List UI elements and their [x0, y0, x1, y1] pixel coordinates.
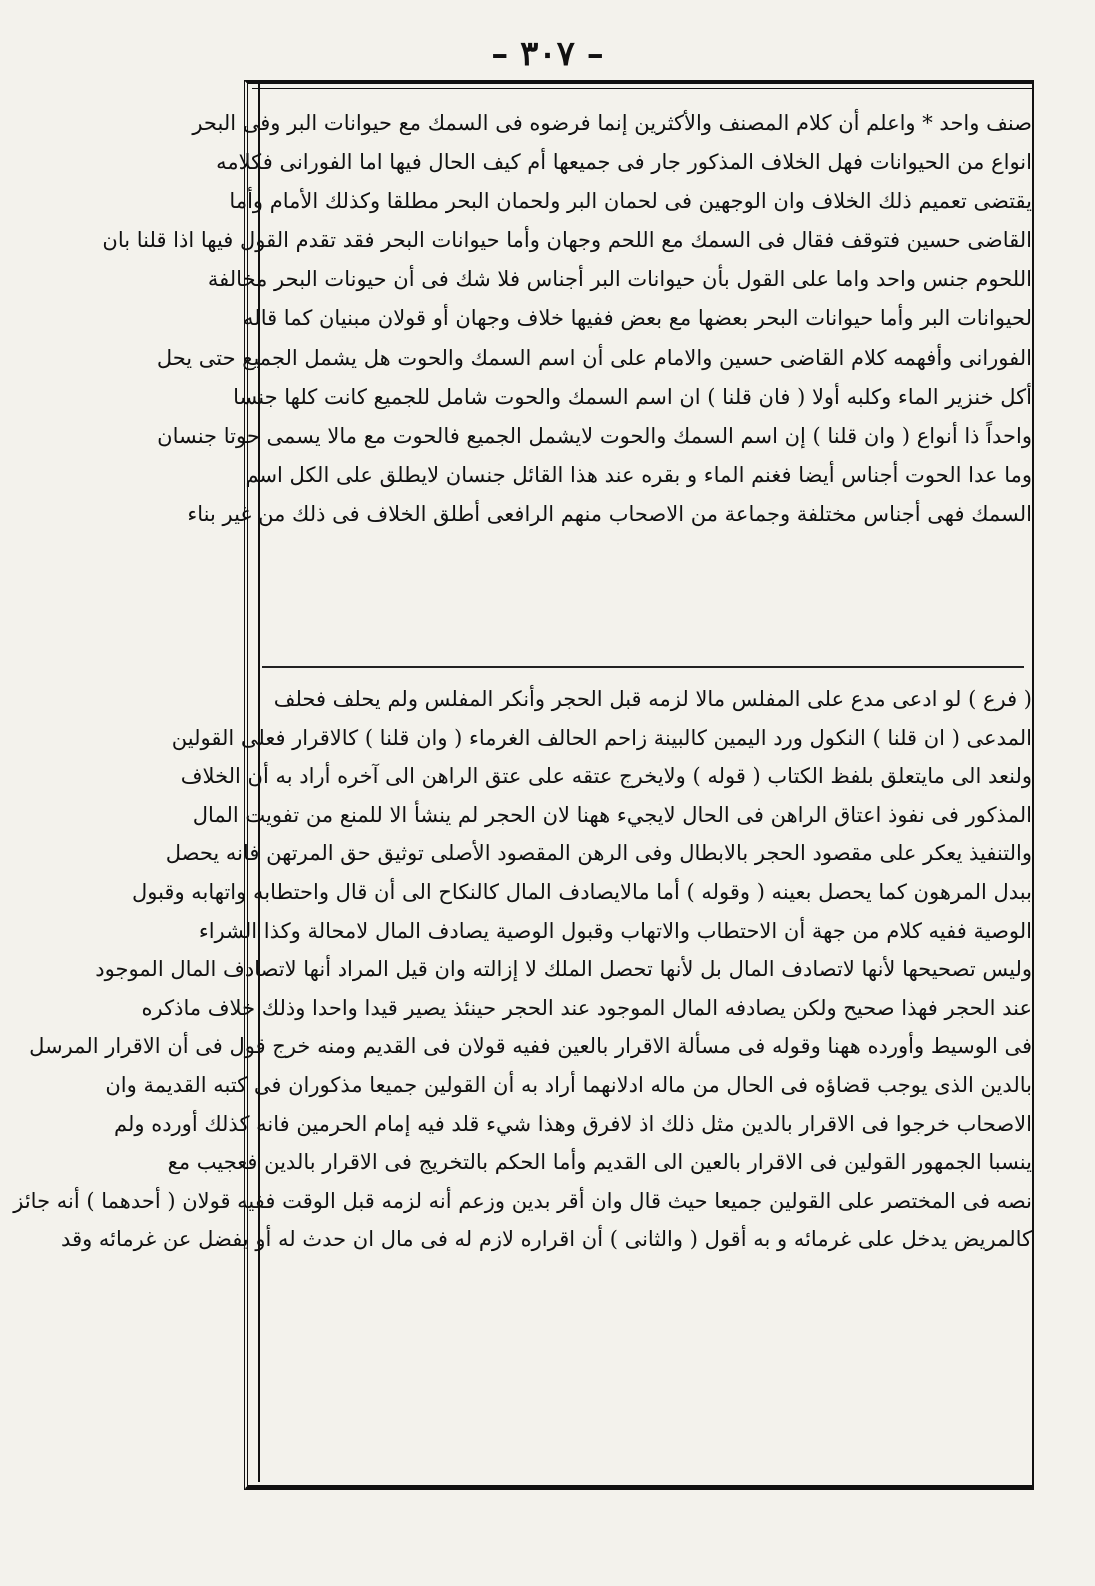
- text-line: والتنفيذ يعكر على مقصود الحجر بالابطال وفى الرهن المقصود الأصلى توثيق حق المرتهن فانه يحصل: [165, 841, 1032, 866]
- text-line: نصه فى المختصر على القولين جميعا حيث قال وان أقر بدين وزعم أنه لزمه قبل الوقت ففيه قولان ( أحدهما ) أنه جائز: [13, 1188, 1032, 1213]
- text-line: ( فرع ) لو ادعى مدع على المفلس مالا لزمه قبل الحجر وأنكر المفلس ولم يحلف فحلف: [273, 687, 1032, 711]
- text-line: المدعى ( ان قلنا ) النكول ورد اليمين كالبينة زاحم الحالف الغرماء ( وان قلنا ) كالاقرار فعلى القولين: [171, 725, 1032, 750]
- frame-top-rule: [252, 88, 1032, 89]
- text-line: الفورانى وأفهمه كلام القاضى حسين والامام على أن اسم السمك والحوت هل يشمل الجميع حتى يحل: [156, 345, 1032, 370]
- text-line: السمك فهى أجناس مختلفة وجماعة من الاصحاب منهم الرافعى أطلق الخلاف فى ذلك من غير بناء: [187, 501, 1032, 526]
- text-line: كالمريض يدخل على غرمائه و به أقول ( والثانى ) أن اقراره لازم له فى مال ان حدث له أو يفضل عن غرمائه وقد: [61, 1227, 1032, 1252]
- text-line: ينسبا الجمهور القولين فى الاقرار بالعين الى القديم وأما الحكم بالتخريج فى الاقرار بالدين فعجيب مع: [167, 1150, 1032, 1175]
- text-line: المذكور فى نفوذ اعتاق الراهن فى الحال لايجيء ههنا لان الحجر لم ينشأ الا للمنع من تفويت المال: [192, 802, 1032, 827]
- text-line: القاضى حسين فتوقف فقال فى السمك مع اللحم وجهان وأما حيوانات البحر فقد تقدم القول فيها اذا قلنا بان: [102, 228, 1032, 253]
- text-line: يقتضى تعميم ذلك الخلاف وان الوجهين فى لحمان البر ولحمان البحر مطلقا وكذلك الأمام وأما: [229, 189, 1032, 214]
- section-divider: [262, 666, 1024, 668]
- upper-text-block: [102, 104, 1032, 534]
- text-line: فى الوسيط وأورده ههنا وقوله فى مسألة الاقرار بالعين ففيه قولان فى القديم ومنه خرج قول فى أن الاقرار المرسل: [29, 1034, 1032, 1059]
- text-line: ببدل المرهون كما يحصل بعينه ( وقوله ) أما مالايصادف المال كالنكاح الى أن قال واحتطابه واتهابه وقبول: [131, 879, 1032, 904]
- text-line: الوصية ففيه كلام من جهة أن الاحتطاب والاتهاب وقبول الوصية يصادف المال لامحالة وكذا الشراء: [198, 918, 1032, 943]
- text-line: أكل خنزير الماء وكلبه أولا ( فان قلنا ) ان اسم السمك والحوت شامل للجميع كانت كلها جنسا: [233, 384, 1032, 409]
- text-line: انواع من الحيوانات فهل الخلاف المذكور جار فى جميعها أم كيف الحال فيها اما الفورانى فكلامه: [216, 150, 1032, 175]
- text-line: اللحوم جنس واحد واما على القول بأن حيوانات البر أجناس فلا شك فى أن حيونات البحر مخالفة: [207, 267, 1032, 292]
- text-line: الاصحاب خرجوا فى الاقرار بالدين مثل ذلك اذ لافرق وهذا شيء قلد فيه إمام الحرمين فانه كذلك أورده ولم: [114, 1111, 1032, 1136]
- text-line: ولنعد الى مايتعلق بلفظ الكتاب ( قوله ) ولايخرج عتقه على عتق الراهن الى آخره أراد به أن الخلاف: [180, 764, 1032, 789]
- text-line: وليس تصحيحها لأنها لاتصادف المال بل لأنها تحصل الملك لا إزالته وان قيل المراد أنها لاتصادف المال الموجود: [95, 957, 1032, 982]
- page-number: – ٣٠٧ –: [491, 34, 604, 74]
- text-line: واحداً ذا أنواع ( وان قلنا ) إن اسم السمك والحوت لايشمل الجميع فالحوت مع مالا يسمى حوتا جنسان: [157, 423, 1032, 448]
- text-line: بالدين الذى يوجب قضاؤه فى الحال من ماله ادلانهما أراد به أن القولين جميعا مذكوران فى كتبه القديمة وان: [105, 1072, 1032, 1097]
- text-line: عند الحجر فهذا صحيح ولكن يصادفه المال الموجود عند الحجر حينئذ يصير قيدا واحدا وذلك خلاف ماذكره: [141, 995, 1032, 1020]
- text-line: صنف واحد * واعلم أن كلام المصنف والأكثرين إنما فرضوه فى السمك مع حيوانات البر وفى البحر: [192, 111, 1032, 135]
- lower-text-block: [13, 680, 1032, 1259]
- text-line: لحيوانات البر وأما حيوانات البحر بعضها مع بعض ففيها خلاف وجهان أو قولان مبنيان كما قاله: [243, 306, 1032, 331]
- text-line: وما عدا الحوت أجناس أيضا فغنم الماء و بقره عند هذا القائل جنسان لايطلق على الكل اسم: [245, 462, 1032, 487]
